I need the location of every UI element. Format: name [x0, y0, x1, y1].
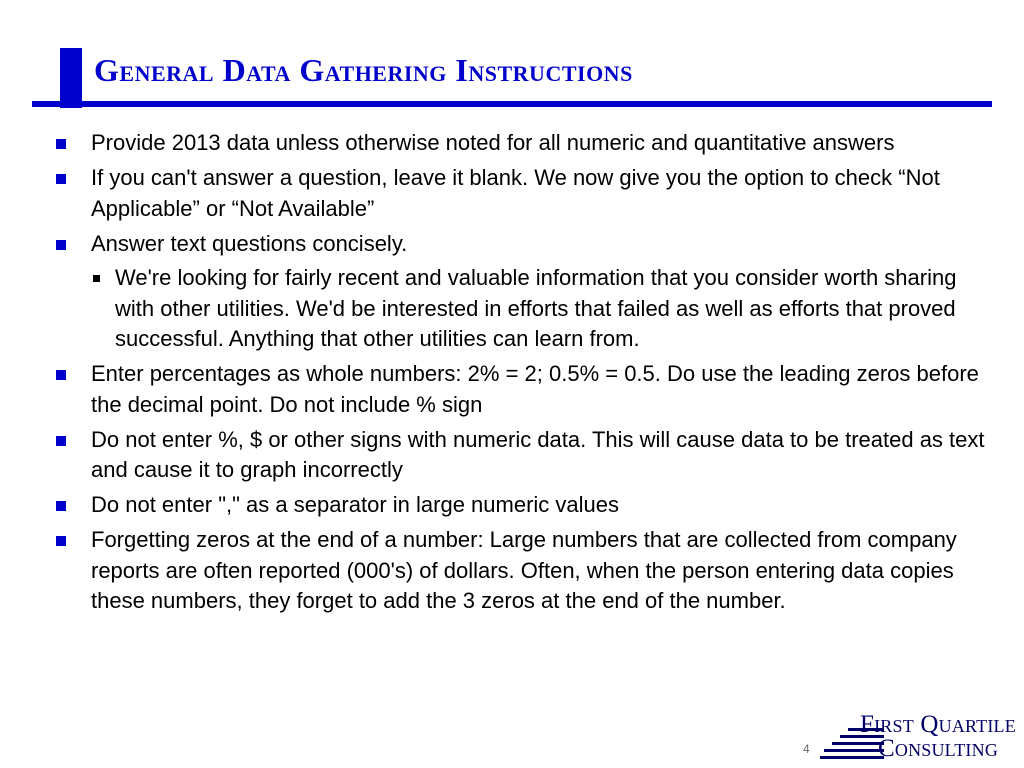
bullet-item — [56, 425, 986, 486]
bullet-text: Answer text questions concisely. — [91, 230, 408, 256]
company-logo — [820, 712, 1020, 764]
sub-bullet-item — [91, 263, 986, 355]
square-bullet-icon — [56, 174, 66, 184]
small-square-bullet-icon — [93, 275, 100, 282]
bullet-text: Do not enter "," as a separator in large numeric values — [91, 492, 619, 517]
bullet-text: If you can't answer a question, leave it blank. We now give you the option to check “Not Applicable” or “Not Available” — [91, 165, 940, 221]
square-bullet-icon — [56, 240, 66, 250]
square-bullet-icon — [56, 501, 66, 511]
bullet-text: Forgetting zeros at the end of a number: Large numbers that are collected from company reports are often reported (000's) of dollars. Often, when the person entering data copies these numbers, they forget to add the 3 zeros at the end of the number. — [91, 527, 957, 613]
square-bullet-icon — [56, 139, 66, 149]
logo-text-line1: First Quartile — [860, 711, 1016, 738]
bullet-item — [56, 163, 986, 224]
bullet-item — [56, 359, 986, 420]
logo-text-line2: Consulting — [878, 735, 999, 762]
bullet-list — [56, 128, 986, 621]
bullet-item — [56, 490, 986, 521]
square-bullet-icon — [56, 370, 66, 380]
title-accent-bar — [60, 48, 82, 108]
slide-title: General Data Gathering Instructions — [94, 52, 633, 88]
square-bullet-icon — [56, 436, 66, 446]
bullet-text: Do not enter %, $ or other signs with numeric data. This will cause data to be treated as text and cause it to graph incorrectly — [91, 426, 985, 482]
bullet-item — [56, 128, 986, 159]
bullet-text: Provide 2013 data unless otherwise noted for all numeric and quantitative answers — [91, 130, 895, 155]
sub-bullet-list — [91, 263, 986, 355]
page-number: 4 — [803, 742, 810, 756]
square-bullet-icon — [56, 536, 66, 546]
bullet-item — [56, 229, 986, 355]
bullet-text: Enter percentages as whole numbers: 2% = 2; 0.5% = 0.5. Do use the leading zeros before the decimal point. Do not include % sign — [91, 361, 979, 417]
title-underline — [32, 101, 992, 107]
sub-bullet-text: We're looking for fairly recent and valuable information that you consider worth sharing with other utilities. We'd be interested in efforts that failed as well as efforts that proved successful. Anything that other utilities can learn from. — [115, 265, 957, 351]
bullet-item — [56, 525, 986, 617]
